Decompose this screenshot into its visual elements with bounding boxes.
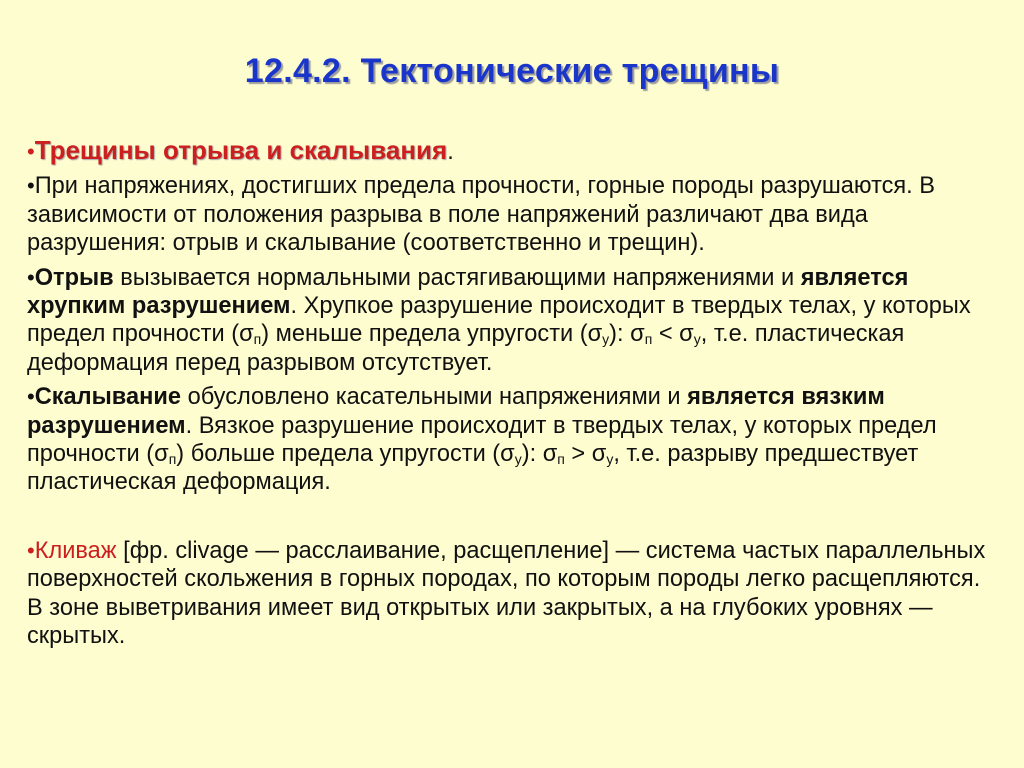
subscript-p: п (557, 451, 565, 468)
otryv-text-5: < σ (652, 321, 694, 348)
slide-title: 12.4.2. Тектонические трещины (244, 52, 780, 90)
klivazh-text: [фр. clivage — расслаивание, расщепление] — система частых параллельных поверхностей скольжения в горных породах, по которым породы легко расщепляются. В зоне выветривания имеет вид открытых или закрытых, а на глубоких уровнях — скрытых. (27, 537, 986, 650)
subscript-y: у (514, 451, 522, 468)
subscript-y: у (606, 451, 614, 468)
section-heading: Трещины отрыва и скалывания (34, 135, 448, 165)
term-skalyvanie: Скалывание (34, 384, 182, 411)
skalyvanie-text-4: ): σ (521, 441, 558, 468)
skalyvanie-text-6: , (613, 441, 620, 468)
heading-period: . (447, 139, 454, 165)
skalyvanie-text-2: . Вязкое разрушение происходит в твердых телах, у которых предел прочности (σ (27, 412, 937, 468)
term-otryv: Отрыв (34, 264, 114, 291)
paragraph-intro (27, 172, 1002, 257)
subscript-p: п (253, 331, 262, 348)
term-klivazh: Кливаж (34, 537, 117, 564)
paragraph-otryv (27, 264, 1002, 378)
subscript-p: п (644, 331, 653, 348)
subscript-p: п (168, 451, 177, 468)
otryv-text-1: вызывается нормальными растягивающими напряжениями и (113, 264, 801, 291)
otryv-text-2: . Хрупкое разрушение происходит в твердых телах, у которых предел прочности (σ (27, 293, 971, 348)
otryv-text-3: ) меньше предела упругости (σ (261, 321, 603, 348)
otryv-text-4: ): σ (609, 321, 645, 348)
otryv-text-7: . пластическая деформация перед разрывом отсутствует. (27, 321, 905, 376)
bullet-icon: • (27, 264, 35, 290)
bullet-icon: • (27, 537, 35, 563)
bullet-icon: • (27, 173, 35, 199)
slide-content (27, 136, 1002, 651)
subscript-y: у (602, 331, 610, 348)
skalyvanie-text-3: ) больше предела упругости (σ (176, 441, 515, 468)
bullet-icon: • (27, 384, 35, 410)
otryv-text-6: , т.е (700, 321, 742, 348)
heading-paragraph (27, 136, 1002, 166)
skalyvanie-text-1: обусловлено касательными напряжениями и (181, 384, 688, 411)
subscript-y: у (693, 331, 701, 348)
skalyvanie-text-7: т.е. разрыву предшествует пластическая деформация. (27, 441, 919, 496)
skalyvanie-text-5: > σ (564, 441, 607, 468)
paragraph-klivazh (27, 537, 1002, 651)
paragraph-skalyvanie (27, 383, 1002, 497)
skalyvanie-emphasis: является вязким разрушением (27, 384, 885, 439)
otryv-emphasis: является хрупким разрушением (27, 264, 909, 320)
paragraph-intro-text: При напряжениях, достигших предела прочности, горные породы разрушаются. В зависимости от положения разрыва в поле напряжений различают два вида разрушения: отрыв и скалывание (соответственно и трещин). (27, 173, 936, 257)
bullet-icon: • (27, 139, 35, 164)
